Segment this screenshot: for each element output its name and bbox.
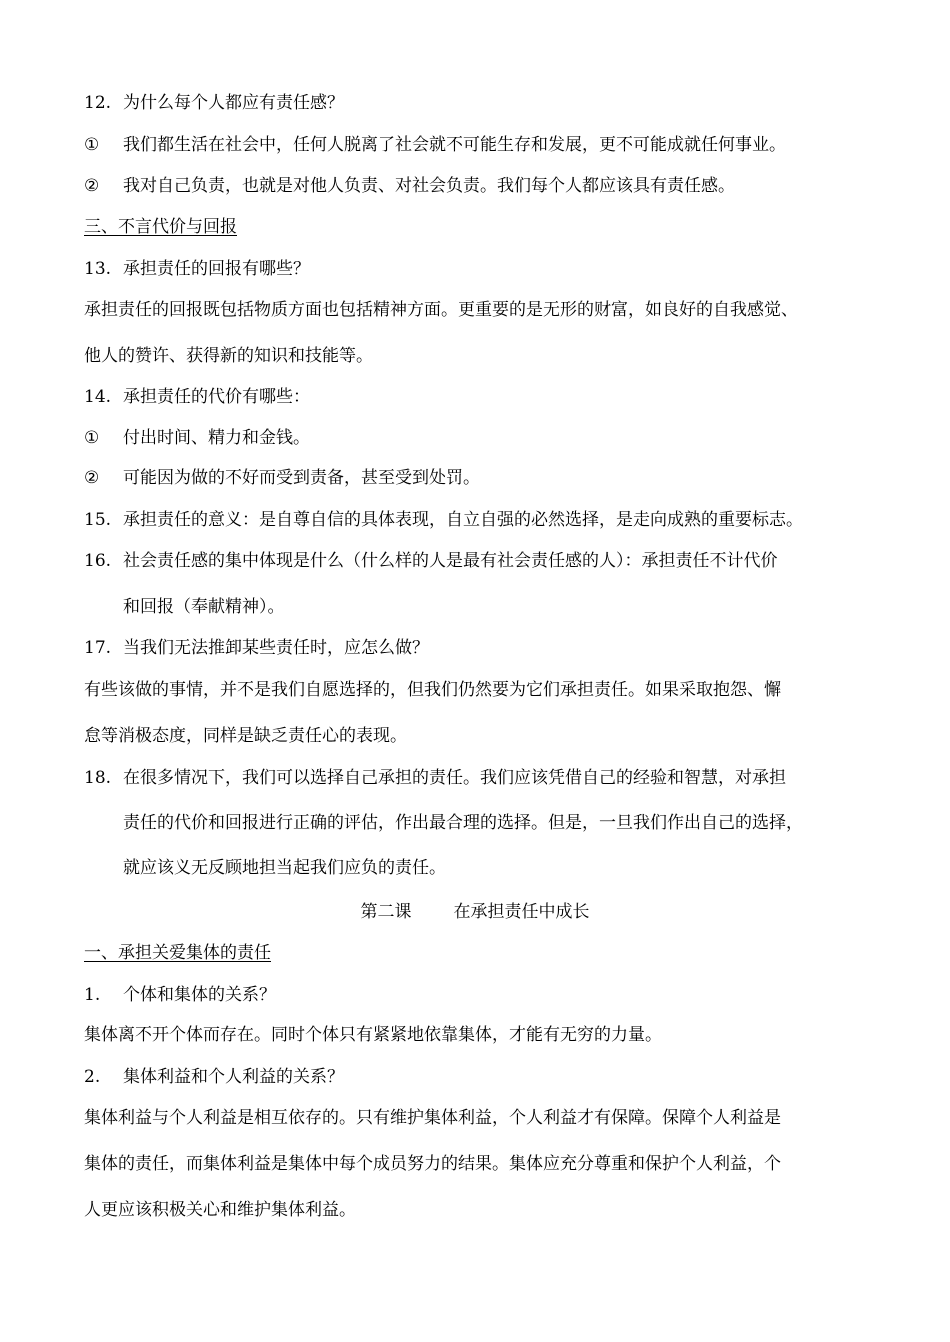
item-number: 14.: [84, 387, 112, 407]
item-text: 承担责任的意义：是自尊自信的具体表现，自立自强的必然选择，是走向成熟的重要标志。: [123, 510, 803, 530]
item-text: 个体和集体的关系？: [123, 985, 276, 1005]
answer-17-line-2: 怠等消极态度，同样是缺乏责任心的表现。: [84, 726, 407, 746]
item-number: 12.: [84, 93, 112, 113]
answer-12-point-2: [84, 175, 735, 197]
item-text: 承担责任的回报有哪些？: [123, 259, 310, 279]
answer-2-line-3: 人更应该积极关心和维护集体利益。: [84, 1200, 356, 1220]
question-2: [84, 1066, 344, 1088]
item-number: 15.: [84, 510, 112, 530]
answer-12-point-1: [84, 134, 786, 156]
lesson-name: 在承担责任中成长: [453, 902, 590, 922]
answer-13-line-2: 他人的赞许、获得新的知识和技能等。: [84, 346, 373, 366]
item-number: 17.: [84, 638, 112, 658]
question-17: [84, 637, 429, 659]
item-text: 在很多情况下，我们可以选择自己承担的责任。我们应该凭借自己的经验和智慧，对承担: [123, 768, 786, 788]
answer-2-line-1: 集体利益与个人利益是相互依存的。只有维护集体利益，个人利益才有保障。保障个人利益是: [84, 1108, 781, 1128]
question-14: [84, 386, 310, 408]
answer-14-point-1: [84, 427, 310, 449]
answer-2-line-2: 集体的责任，而集体利益是集体中每个成员努力的结果。集体应充分尊重和保护个人利益，个: [84, 1154, 781, 1174]
circled-number: ②: [84, 176, 100, 196]
answer-13-line-1: 承担责任的回报既包括物质方面也包括精神方面。更重要的是无形的财富，如良好的自我感觉、: [84, 300, 798, 320]
item-text: 集体利益和个人利益的关系？: [123, 1067, 344, 1087]
question-1: [84, 984, 276, 1006]
question-16-line-1: [84, 550, 778, 572]
item-text: 付出时间、精力和金钱。: [123, 428, 310, 448]
circled-number: ①: [84, 428, 100, 448]
item-number: 1.: [84, 985, 101, 1005]
item-text: 我们都生活在社会中，任何人脱离了社会就不可能生存和发展，更不可能成就任何事业。: [123, 135, 786, 155]
item-text: 我对自己负责，也就是对他人负责、对社会负责。我们每个人都应该具有责任感。: [123, 176, 735, 196]
question-15: [84, 509, 803, 531]
item-text: 可能因为做的不好而受到责备，甚至受到处罚。: [123, 468, 480, 488]
item-text: 承担责任的代价有哪些：: [123, 387, 310, 407]
section-heading-1: 一、承担关爱集体的责任: [84, 943, 271, 963]
answer-1: 集体离不开个体而存在。同时个体只有紧紧地依靠集体，才能有无穷的力量。: [84, 1025, 662, 1045]
question-18-line-2: 责任的代价和回报进行正确的评估，作出最合理的选择。但是，一旦我们作出自己的选择，: [123, 813, 803, 833]
item-number: 16.: [84, 551, 112, 571]
answer-17-line-1: 有些该做的事情，并不是我们自愿选择的，但我们仍然要为它们承担责任。如果采取抱怨、懈: [84, 680, 781, 700]
circled-number: ②: [84, 468, 100, 488]
item-number: 18.: [84, 768, 112, 788]
section-heading-3: 三、不言代价与回报: [84, 217, 237, 237]
question-12: [84, 92, 344, 114]
lesson-title: [0, 901, 950, 923]
question-18-line-3: 就应该义无反顾地担当起我们应负的责任。: [123, 858, 446, 878]
item-text: 社会责任感的集中体现是什么（什么样的人是最有社会责任感的人）：承担责任不计代价: [123, 551, 778, 571]
item-number: 13.: [84, 259, 112, 279]
answer-14-point-2: [84, 467, 480, 489]
question-16-line-2: 和回报（奉献精神）。: [123, 597, 285, 617]
item-text: 为什么每个人都应有责任感？: [123, 93, 344, 113]
circled-number: ①: [84, 135, 100, 155]
item-number: 2.: [84, 1067, 101, 1087]
question-13: [84, 258, 310, 280]
lesson-number: 第二课: [360, 902, 412, 922]
item-text: 当我们无法推卸某些责任时，应怎么做？: [123, 638, 429, 658]
question-18-line-1: [84, 767, 786, 789]
